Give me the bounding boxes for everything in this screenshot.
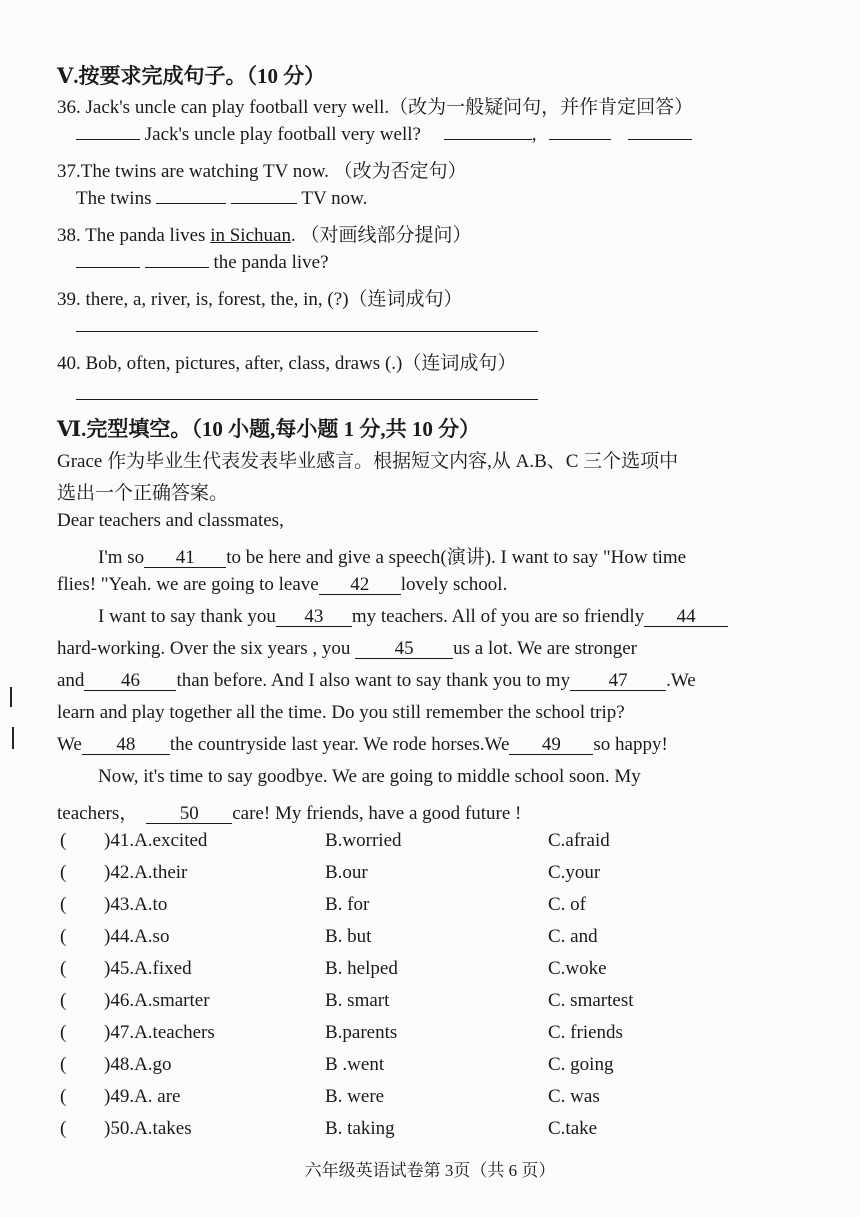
answer-paren[interactable]: ( (60, 958, 67, 979)
question-38-prompt-post: . （对画线部分提问） (290, 225, 472, 246)
question-37-answer (76, 188, 367, 210)
section-6-title: Ⅵ.完型填空。（10 小题,每小题 1 分,共 10 分） (57, 417, 481, 441)
answer-paren[interactable]: ( (60, 1022, 67, 1043)
option-b: B.worried (325, 830, 402, 851)
option-b: B. were (325, 1086, 385, 1107)
question-38-answer (76, 252, 329, 274)
option-c: C. friends (548, 1022, 623, 1043)
option-a: )50.A.takes (104, 1118, 192, 1139)
question-38-answer-end: the panda live? (213, 252, 329, 273)
section-6-intro-line1: Grace 作为毕业生代表发表毕业感言。根据短文内容,从 A.B、C 三个选项中 (57, 451, 679, 472)
question-39-prompt: 39. there, a, river, is, forest, the, in, (?)（连词成句） (57, 289, 463, 310)
option-a: )47.A.teachers (104, 1022, 215, 1043)
answer-paren[interactable]: ( (60, 1054, 67, 1075)
passage-line-4 (57, 638, 637, 660)
blank-45[interactable]: 45 (355, 640, 453, 659)
question-37-answer-end: TV now. (301, 188, 368, 209)
blank-46[interactable]: 46 (84, 672, 176, 691)
passage-text: us a lot. We are stronger (453, 638, 637, 659)
passage-text: lovely school. (400, 574, 508, 595)
passage-text: I want to say thank you (98, 606, 276, 627)
option-c: C.take (548, 1118, 598, 1139)
option-c: C. was (548, 1086, 600, 1107)
option-c: C.afraid (548, 830, 610, 851)
question-38-underlined: in Sichuan (210, 225, 291, 246)
answer-paren[interactable]: ( (60, 1118, 67, 1139)
option-b: B. for (325, 894, 370, 915)
comma: , (531, 124, 537, 145)
blank-41[interactable]: 41 (144, 549, 226, 568)
question-37-answer-start: The twins (76, 188, 152, 209)
answer-blank[interactable] (145, 267, 209, 268)
blank-43[interactable]: 43 (276, 608, 352, 627)
answer-paren[interactable]: ( (60, 894, 67, 915)
option-b: B. but (325, 926, 372, 947)
scan-mark (12, 727, 14, 749)
passage-line-1 (98, 542, 686, 569)
option-b: B. smart (325, 990, 390, 1011)
answer-paren[interactable]: ( (60, 926, 67, 947)
option-b: B .went (325, 1054, 385, 1075)
answer-blank[interactable] (156, 203, 226, 204)
answer-blank[interactable] (76, 139, 140, 140)
passage-text: to be here and give a speech(演讲). I want to say "How time (226, 547, 687, 568)
answer-paren[interactable]: ( (60, 862, 67, 883)
blank-42[interactable]: 42 (319, 576, 401, 595)
passage-text: care! My friends, have a good future ! (232, 803, 522, 824)
passage-salutation: Dear teachers and classmates, (57, 510, 284, 531)
passage-text: my teachers. All of you are so friendly (351, 606, 645, 627)
option-c: C. going (548, 1054, 614, 1075)
answer-paren[interactable]: ( (60, 1086, 67, 1107)
answer-blank[interactable] (76, 267, 140, 268)
option-c: C. smartest (548, 990, 634, 1011)
question-38-prompt (57, 220, 471, 247)
answer-paren[interactable]: ( (60, 990, 67, 1011)
passage-line-3 (98, 606, 728, 628)
option-b: B. helped (325, 958, 398, 979)
question-37-prompt: 37.The twins are watching TV now. （改为否定句） (57, 161, 467, 182)
answer-blank[interactable] (628, 139, 692, 140)
blank-49[interactable]: 49 (509, 736, 593, 755)
passage-line-5 (57, 670, 696, 692)
passage-text: I'm so (98, 547, 145, 568)
passage-text: .We (666, 670, 696, 691)
question-40-prompt: 40. Bob, often, pictures, after, class, draws (.)（连词成句） (57, 353, 517, 374)
section-5-title: Ⅴ.按要求完成句子。（10 分） (57, 64, 326, 88)
option-a: )43.A.to (104, 894, 168, 915)
passage-text: flies! "Yeah. we are going to leave (57, 574, 319, 595)
option-c: C.woke (548, 958, 607, 979)
answer-blank[interactable] (231, 203, 297, 204)
answer-paren[interactable]: ( (60, 830, 67, 851)
passage-text: and (57, 670, 85, 691)
option-c: C. and (548, 926, 598, 947)
passage-line-7 (57, 734, 668, 756)
blank-44[interactable]: 44 (644, 608, 728, 627)
passage-text: We (57, 734, 82, 755)
blank-48[interactable]: 48 (82, 736, 170, 755)
blank-50[interactable]: 50 (146, 805, 232, 824)
answer-blank[interactable] (549, 139, 611, 140)
passage-line-2 (57, 574, 507, 596)
passage-text: than before. And I also want to say thank you to my (176, 670, 571, 691)
question-36-prompt: 36. Jack's uncle can play football very well.（改为一般疑问句，并作肯定回答） (57, 97, 694, 118)
blank-47[interactable]: 47 (570, 672, 666, 691)
page-footer: 六年级英语试卷第 3页（共 6 页） (304, 1161, 556, 1180)
passage-line-6: learn and play together all the time. Do you still remember the school trip? (57, 702, 625, 723)
passage-text: so happy! (593, 734, 668, 755)
question-36-answer-text: Jack's uncle play football very well? (144, 124, 421, 145)
passage-text: the countryside last year. We rode horses.We (169, 734, 510, 755)
option-a: )44.A.so (104, 926, 170, 947)
question-36-answer (76, 124, 692, 146)
option-b: B. taking (325, 1118, 395, 1139)
option-a: )41.A.excited (104, 830, 208, 851)
option-a: )45.A.fixed (104, 958, 192, 979)
option-b: B.parents (325, 1022, 398, 1043)
question-38-prompt-pre: 38. The panda lives (57, 225, 211, 246)
question-40-answer-line[interactable] (76, 399, 538, 400)
answer-blank[interactable] (444, 139, 532, 140)
passage-line-9 (57, 798, 521, 825)
scan-mark (10, 687, 12, 707)
passage-line-8: Now, it's time to say goodbye. We are going to middle school soon. My (98, 766, 641, 787)
question-39-answer-line[interactable] (76, 331, 538, 332)
option-a: )49.A. are (104, 1086, 181, 1107)
option-c: C. of (548, 894, 586, 915)
option-a: )46.A.smarter (104, 990, 210, 1011)
option-c: C.your (548, 862, 601, 883)
passage-text: hard-working. Over the six years , you (57, 638, 351, 659)
option-a: )42.A.their (104, 862, 188, 883)
section-6-intro-line2: 选出一个正确答案。 (57, 483, 229, 504)
option-b: B.our (325, 862, 368, 883)
passage-text: teachers， (57, 803, 139, 824)
option-a: )48.A.go (104, 1054, 172, 1075)
